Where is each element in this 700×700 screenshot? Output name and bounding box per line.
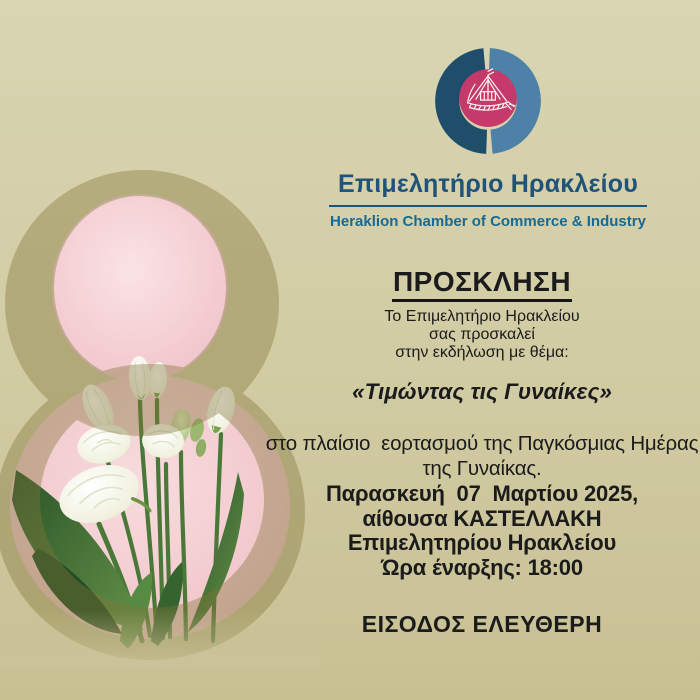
invitation-body <box>264 266 700 638</box>
intro-line-1: Το Επιμελητήριο Ηρακλείου <box>384 308 580 325</box>
occasion-block <box>264 431 700 481</box>
brand-name-english: Heraklion Chamber of Commerce & Industry <box>330 213 646 230</box>
invitation-title-row <box>264 266 700 302</box>
event-date: Παρασκευή 07 Μαρτίου 2025, <box>325 481 639 506</box>
intro-line-2: σας προσκαλεί <box>429 326 535 343</box>
brand-divider-line <box>329 205 647 207</box>
event-theme: «Τιμώντας τις Γυναίκες» <box>352 379 612 404</box>
occasion-line-1: στο πλαίσιο εορτασμού της Παγκόσμιας Ημέρας <box>265 432 699 455</box>
occasion-line-2: της Γυναίκας. <box>422 457 542 480</box>
event-venue: αίθουσα ΚΑΣΤΕΛΛΑΚΗ <box>362 505 602 531</box>
admission-row <box>264 611 700 638</box>
brand-name-greek: Επιμελητήριο Ηρακλείου <box>338 170 638 198</box>
admission-note: ΕΙΣΟΔΟΣ ΕΛΕΥΘΕΡΗ <box>361 611 603 638</box>
invitation-title: ΠΡΟΣΚΛΗΣΗ <box>392 266 572 302</box>
event-start-time: Ώρα έναρξης: 18:00 <box>381 554 583 580</box>
event-venue-owner: Επιμελητηρίου Ηρακλείου <box>347 530 617 556</box>
event-theme-row <box>264 379 700 405</box>
chamber-logo-emblem <box>423 36 553 166</box>
intro-line-3: στην εκδήλωση με θέμα: <box>395 344 569 361</box>
event-details-block <box>264 482 700 580</box>
chamber-logo <box>327 36 649 230</box>
intro-block <box>264 308 700 362</box>
